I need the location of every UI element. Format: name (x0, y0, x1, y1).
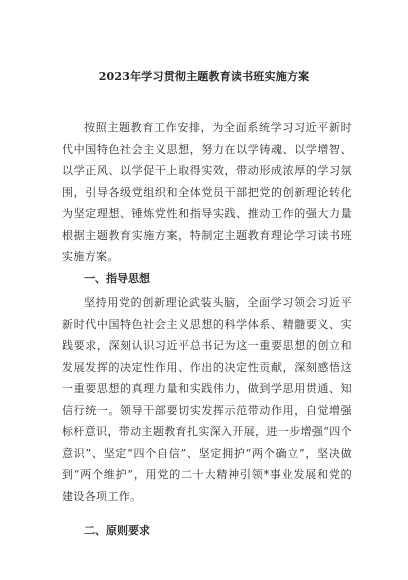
section-heading-principles: 二、原则要求 (84, 524, 150, 537)
section-heading-guiding-thought: 一、指导思想 (84, 271, 150, 285)
guiding-thought-paragraph: 坚持用党的创新理论武装头脑，全面学习领会习近平新时代中国特色社会主义思想的科学体系、精髓要义、实践要求，深刻认识习近平总书记为这一重要思想的创立和发展发挥的决定性作用、作出的决定性贡献，深刻感悟这一重要思想的真理力量和实践伟力，做到学思用贯通、知信行统一。领导干部要切实发挥示范带动作用，自觉增强标杆意识，带动主题教育扎实深入开展，进一步增强“四个意识”、坚定“四个自信”、坚定拥护“两个确立”，坚决做到“两个维护”，用党的二十大精神引领*事业发展和党的建设各项工作。 (62, 296, 352, 503)
document-body (62, 117, 352, 542)
document-title: 2023年学习贯彻主题教育读书班实施方案 (98, 70, 310, 83)
intro-paragraph: 按照主题教育工作安排，为全面系统学习习近平新时代中国特色社会主义思想，努力在以学铸魂、以学增智、以学正风、以学促干上取得实效，带动形成浓厚的学习氛围，引导各级党组织和全体党员干部把党的创新理论转化为坚定理想、锤炼党性和指导实践、推动工作的强大力量根据主题教育实施方案，特制定主题教育理论学习读书班实施方案。 (62, 121, 352, 263)
